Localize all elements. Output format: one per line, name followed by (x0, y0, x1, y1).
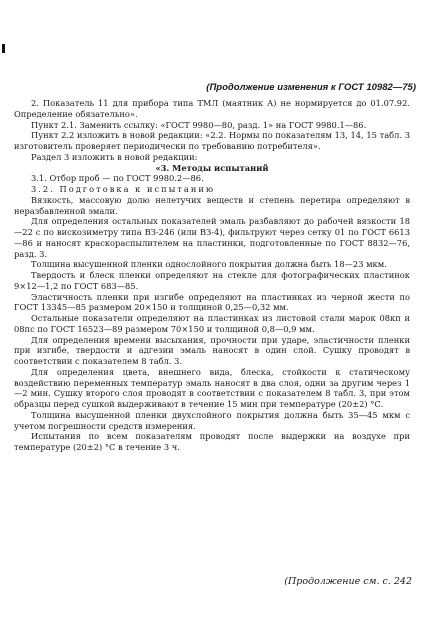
paragraph-tsvet: Для определения цвета, внешнего вида, блеска, стойкости к статическому воздействию переменных температур эмаль наносят в два слоя, одни за другим через 1—2 мин. Сушку второго слоя проводят в соответствии с показателем 8 табл. 3, при этом образцы перед сушкой выдерживают в течение 15 мин при температуре (20±2) °С. (14, 366, 410, 409)
document-body (14, 98, 410, 453)
paragraph-tolshchina-odnosloinoe: Толщина высушенной пленки однослойного покрытия должна быть 18—23 мкм. (31, 259, 387, 270)
subheading-3-2: 3.2. Подготовка к испытанию (31, 184, 216, 194)
paragraph-ostalnye: Остальные показатели определяют на пластинках из листовой стали марок 08кп и 08пс по ГОСТ 16523—89 размером 70×150 и толщиной 0,8—0,9 мм. (14, 313, 410, 334)
paragraph-razbavlenie: Для определения остальных показателей эмаль разбавляют до рабочей вязкости 18—22 с по вискозиметру типа ВЗ-246 (или ВЗ-4), фильтруют через сетку 01 по ГОСТ 6613—86 и наносят краскораспылителем на пластинки, подготовленные по ГОСТ 8832—76, разд. 3. (14, 216, 410, 259)
paragraph-pokazatel-11: 2. Показатель 11 для прибора типа ТМЛ (маятник А) не нормируется до 01.07.92. Определение обязательно». (14, 98, 410, 119)
paragraph-tolshchina-dvukhsloinoe: Толщина высушенной пленки двухслойного покрытия должна быть 35—45 мкм с учетом погрешности средств измерения. (14, 409, 410, 431)
paragraph-punkt-2-2: Пункт 2.2 изложить в новой редакции: «2.2. Нормы по показателям 13, 14, 15 табл. 3 изготовитель проверяет периодически по требованию потребителя». (14, 130, 410, 151)
paragraph-vyazkost: Вязкость, массовую долю нелетучих веществ и степень перетира определяют в неразбавленной эмали. (14, 194, 410, 216)
paragraph-punkt-2-1: Пункт 2.1. Заменить ссылку: «ГОСТ 9980—80, разд. 1» на ГОСТ 9980.1—86. (31, 119, 367, 130)
continuation-footer: (Продолжение см. с. 242 (284, 576, 412, 587)
section-heading-metody: «3. Методы испытаний (155, 162, 269, 173)
paragraph-ispytaniya: Испытания по всем показателям проводят после выдержки на воздухе при температуре (20±2) °С в течение 3 ч. (14, 431, 410, 452)
margin-mark (2, 44, 5, 53)
continuation-header: (Продолжение изменения к ГОСТ 10982—75) (206, 82, 416, 93)
paragraph-razdel-3: Раздел 3 изложить в новой редакции: (31, 151, 198, 162)
paragraph-3-1: 3.1. Отбор проб — по ГОСТ 9980.2—86. (31, 173, 204, 184)
paragraph-elastichnost: Эластичность пленки при изгибе определяют на пластинках из черной жести по ГОСТ 13345—85 размером 20×150 и толщиной 0,25—0,32 мм. (14, 291, 410, 313)
paragraph-tverdost: Твердость и блеск пленки определяют на стекле для фотографических пластинок 9×12—1,2 по ГОСТ 683—85. (14, 270, 410, 291)
paragraph-vremya-vysykhaniya: Для определения времени высыхания, прочности при ударе, эластичности пленки при изгибе, твердости и адгезии эмаль наносят в один слой. Сушку проводят в соответствии с показателем 8 табл. 3. (14, 334, 410, 366)
